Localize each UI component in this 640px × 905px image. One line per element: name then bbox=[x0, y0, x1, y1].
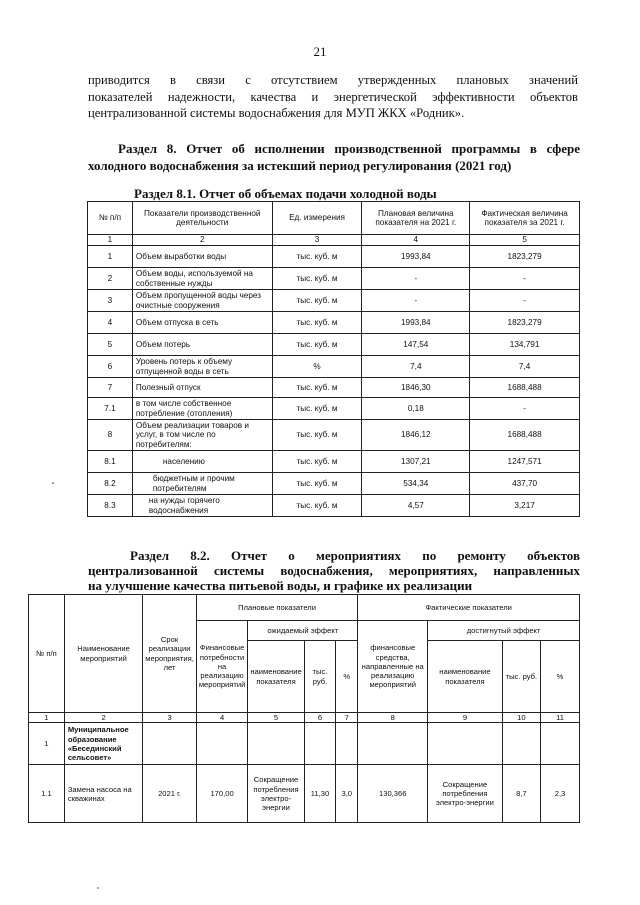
row-num: 8.1 bbox=[88, 451, 133, 473]
row-term: 2021 г. bbox=[143, 765, 197, 823]
section-8-heading bbox=[88, 140, 580, 174]
table-row bbox=[88, 334, 580, 356]
row-fact: 1688,488 bbox=[470, 378, 580, 398]
column-index: 2 bbox=[64, 713, 142, 723]
column-index: 5 bbox=[470, 235, 580, 246]
empty-cell bbox=[196, 723, 248, 765]
table-row bbox=[88, 398, 580, 420]
row-indicator: Полезный отпуск bbox=[132, 378, 272, 398]
row-fact: 437,70 bbox=[470, 473, 580, 495]
row-plan: 0,18 bbox=[362, 398, 470, 420]
row-fact: 7,4 bbox=[470, 356, 580, 378]
scan-speck bbox=[97, 887, 99, 889]
row-num: 1.1 bbox=[29, 765, 65, 823]
row-fact: 1247,571 bbox=[470, 451, 580, 473]
column-index: 4 bbox=[196, 713, 248, 723]
row-plan: 7,4 bbox=[362, 356, 470, 378]
row-num: 1 bbox=[88, 246, 133, 268]
municipality-row bbox=[29, 723, 580, 765]
column-index: 6 bbox=[304, 713, 336, 723]
empty-cell bbox=[248, 723, 304, 765]
row-plan: 1846,12 bbox=[362, 420, 470, 451]
row-plan: 4,57 bbox=[362, 495, 470, 517]
row-unit: тыс. куб. м bbox=[272, 451, 362, 473]
header-fin-needs: Финансовые потребности на реализацию мероприятий bbox=[196, 621, 248, 713]
section-8-2-line: Раздел 8.2. Отчет о мероприятиях по ремонту объектов bbox=[130, 548, 580, 563]
empty-cell bbox=[428, 723, 502, 765]
row-unit: % bbox=[272, 356, 362, 378]
section-8-2-line: на улучшение качества питьевой воды, и графике их реализации bbox=[88, 578, 473, 593]
municipality-name: Муниципальное образование «Бесединский сельсовет» bbox=[64, 723, 142, 765]
row-fact: - bbox=[470, 398, 580, 420]
row-fin-needs: 170,00 bbox=[196, 765, 248, 823]
header-unit: Ед. измерения bbox=[272, 202, 362, 235]
row-fact: 1823,279 bbox=[470, 246, 580, 268]
header-achieved-pct: % bbox=[541, 641, 580, 713]
row-expected-pct: 3,0 bbox=[336, 765, 358, 823]
row-unit: тыс. куб. м bbox=[272, 312, 362, 334]
row-num: 8 bbox=[88, 420, 133, 451]
row-num: 1 bbox=[29, 723, 65, 765]
row-unit: тыс. куб. м bbox=[272, 378, 362, 398]
empty-cell bbox=[502, 723, 540, 765]
section-8-1-heading: Раздел 8.1. Отчет об объемах подачи холодной воды bbox=[134, 186, 437, 201]
row-unit: тыс. куб. м bbox=[272, 420, 362, 451]
row-indicator: Объем пропущенной воды через очистные сооружения bbox=[132, 290, 272, 312]
row-unit: тыс. куб. м bbox=[272, 268, 362, 290]
row-indicator: Объем воды, используемой на собственные нужды bbox=[132, 268, 272, 290]
header-measure-name: Наименование мероприятий bbox=[64, 595, 142, 713]
header-term: Срок реализации мероприятия, лет bbox=[143, 595, 197, 713]
row-unit: тыс. куб. м bbox=[272, 246, 362, 268]
column-index: 1 bbox=[88, 235, 133, 246]
intro-line: показателей надежности, качества и энергетической эффективности объектов bbox=[88, 89, 578, 104]
row-indicator: на нужды горячего водоснабжения bbox=[132, 495, 272, 517]
header-achieved-value: тыс. руб. bbox=[502, 641, 540, 713]
scan-speck bbox=[52, 482, 54, 484]
row-plan: 1993,84 bbox=[362, 246, 470, 268]
row-num: 7 bbox=[88, 378, 133, 398]
row-num: 2 bbox=[88, 268, 133, 290]
row-expected-name: Сокращение потребления электро-энергии bbox=[248, 765, 304, 823]
row-unit: тыс. куб. м bbox=[272, 495, 362, 517]
row-unit: тыс. куб. м bbox=[272, 398, 362, 420]
table-row bbox=[29, 765, 580, 823]
table-row bbox=[88, 495, 580, 517]
intro-paragraph bbox=[88, 72, 578, 122]
row-fact: 3,217 bbox=[470, 495, 580, 517]
row-plan: 1307,21 bbox=[362, 451, 470, 473]
column-index: 7 bbox=[336, 713, 358, 723]
row-expected-value: 11,30 bbox=[304, 765, 336, 823]
row-plan: - bbox=[362, 268, 470, 290]
repair-measures-table bbox=[28, 594, 580, 823]
row-unit: тыс. куб. м bbox=[272, 473, 362, 495]
row-plan: 534,34 bbox=[362, 473, 470, 495]
header-achieved-effect: достигнутый эффект bbox=[428, 621, 580, 641]
table-row bbox=[88, 378, 580, 398]
empty-cell bbox=[304, 723, 336, 765]
table-row bbox=[88, 473, 580, 495]
row-indicator: Объем реализации товаров и услуг, в том числе по потребителям: bbox=[132, 420, 272, 451]
row-achieved-value: 8,7 bbox=[502, 765, 540, 823]
table-row bbox=[88, 312, 580, 334]
row-fin-spent: 130,366 bbox=[358, 765, 428, 823]
row-fact: - bbox=[470, 290, 580, 312]
header-num: № п/п bbox=[88, 202, 133, 235]
row-indicator: Объем отпуска в сеть bbox=[132, 312, 272, 334]
row-indicator: Объем потерь bbox=[132, 334, 272, 356]
column-index: 11 bbox=[541, 713, 580, 723]
empty-cell bbox=[541, 723, 580, 765]
header-fact: Фактическая величина показателя за 2021 г. bbox=[470, 202, 580, 235]
row-indicator: в том числе собственное потребление (отопления) bbox=[132, 398, 272, 420]
column-index: 3 bbox=[143, 713, 197, 723]
table-row bbox=[88, 290, 580, 312]
row-fact: - bbox=[470, 268, 580, 290]
header-indicator: Показатели производственной деятельности bbox=[132, 202, 272, 235]
row-plan: 1993,84 bbox=[362, 312, 470, 334]
column-index: 4 bbox=[362, 235, 470, 246]
row-indicator: бюджетным и прочим потребителям bbox=[132, 473, 272, 495]
column-index: 5 bbox=[248, 713, 304, 723]
empty-cell bbox=[336, 723, 358, 765]
row-fact: 1823,279 bbox=[470, 312, 580, 334]
table-row bbox=[88, 356, 580, 378]
column-index: 10 bbox=[502, 713, 540, 723]
row-plan: - bbox=[362, 290, 470, 312]
row-fact: 1688,488 bbox=[470, 420, 580, 451]
section-8-line: Раздел 8. Отчет об исполнении производственной программы в сфере bbox=[118, 141, 580, 156]
row-plan: 1846,30 bbox=[362, 378, 470, 398]
table-row bbox=[88, 268, 580, 290]
intro-line: приводится в связи с отсутствием утвержденных плановых значений bbox=[88, 73, 578, 87]
empty-cell bbox=[358, 723, 428, 765]
intro-line: централизованной системы водоснабжения для МУП ЖКХ «Родник». bbox=[88, 106, 465, 120]
row-plan: 147,54 bbox=[362, 334, 470, 356]
row-indicator: Уровень потерь к объему отпущенной воды в сеть bbox=[132, 356, 272, 378]
column-index: 9 bbox=[428, 713, 502, 723]
row-num: 4 bbox=[88, 312, 133, 334]
header-plan-group: Плановые показатели bbox=[196, 595, 357, 621]
page-number: 21 bbox=[313, 44, 327, 59]
header-expected-value: тыс. руб. bbox=[304, 641, 336, 713]
row-num: 5 bbox=[88, 334, 133, 356]
row-num: 8.2 bbox=[88, 473, 133, 495]
row-indicator: Объем выработки воды bbox=[132, 246, 272, 268]
row-num: 6 bbox=[88, 356, 133, 378]
header-expected-name: наименование показателя bbox=[248, 641, 304, 713]
column-index: 2 bbox=[132, 235, 272, 246]
row-num: 3 bbox=[88, 290, 133, 312]
row-indicator: населению bbox=[132, 451, 272, 473]
section-8-line: холодного водоснабжения за истекший период регулирования (2021 год) bbox=[88, 158, 512, 173]
row-num: 7.1 bbox=[88, 398, 133, 420]
row-fact: 134,791 bbox=[470, 334, 580, 356]
section-8-2-line: централизованной системы водоснабжения, мероприятиях, направленных bbox=[88, 563, 580, 578]
header-expected-pct: % bbox=[336, 641, 358, 713]
row-unit: тыс. куб. м bbox=[272, 290, 362, 312]
row-measure-name: Замена насоса на скважинах bbox=[64, 765, 142, 823]
header-fin-spent: финансовые средства, направленные на реализацию мероприятий bbox=[358, 621, 428, 713]
row-achieved-name: Сокращение потребления электро-энергии bbox=[428, 765, 502, 823]
header-plan: Плановая величина показателя на 2021 г. bbox=[362, 202, 470, 235]
table-row bbox=[88, 420, 580, 451]
column-index: 1 bbox=[29, 713, 65, 723]
water-supply-volumes-table bbox=[87, 201, 580, 517]
header-expected-effect: ожидаемый эффект bbox=[248, 621, 358, 641]
column-index: 8 bbox=[358, 713, 428, 723]
table-row bbox=[88, 451, 580, 473]
header-fact-group: Фактические показатели bbox=[358, 595, 580, 621]
row-achieved-pct: 2,3 bbox=[541, 765, 580, 823]
header-achieved-name: наименование показателя bbox=[428, 641, 502, 713]
section-8-2-heading bbox=[88, 548, 580, 593]
row-num: 8.3 bbox=[88, 495, 133, 517]
row-unit: тыс. куб. м bbox=[272, 334, 362, 356]
table-row bbox=[88, 246, 580, 268]
column-index: 3 bbox=[272, 235, 362, 246]
empty-cell bbox=[143, 723, 197, 765]
header-num: № п/п bbox=[29, 595, 65, 713]
